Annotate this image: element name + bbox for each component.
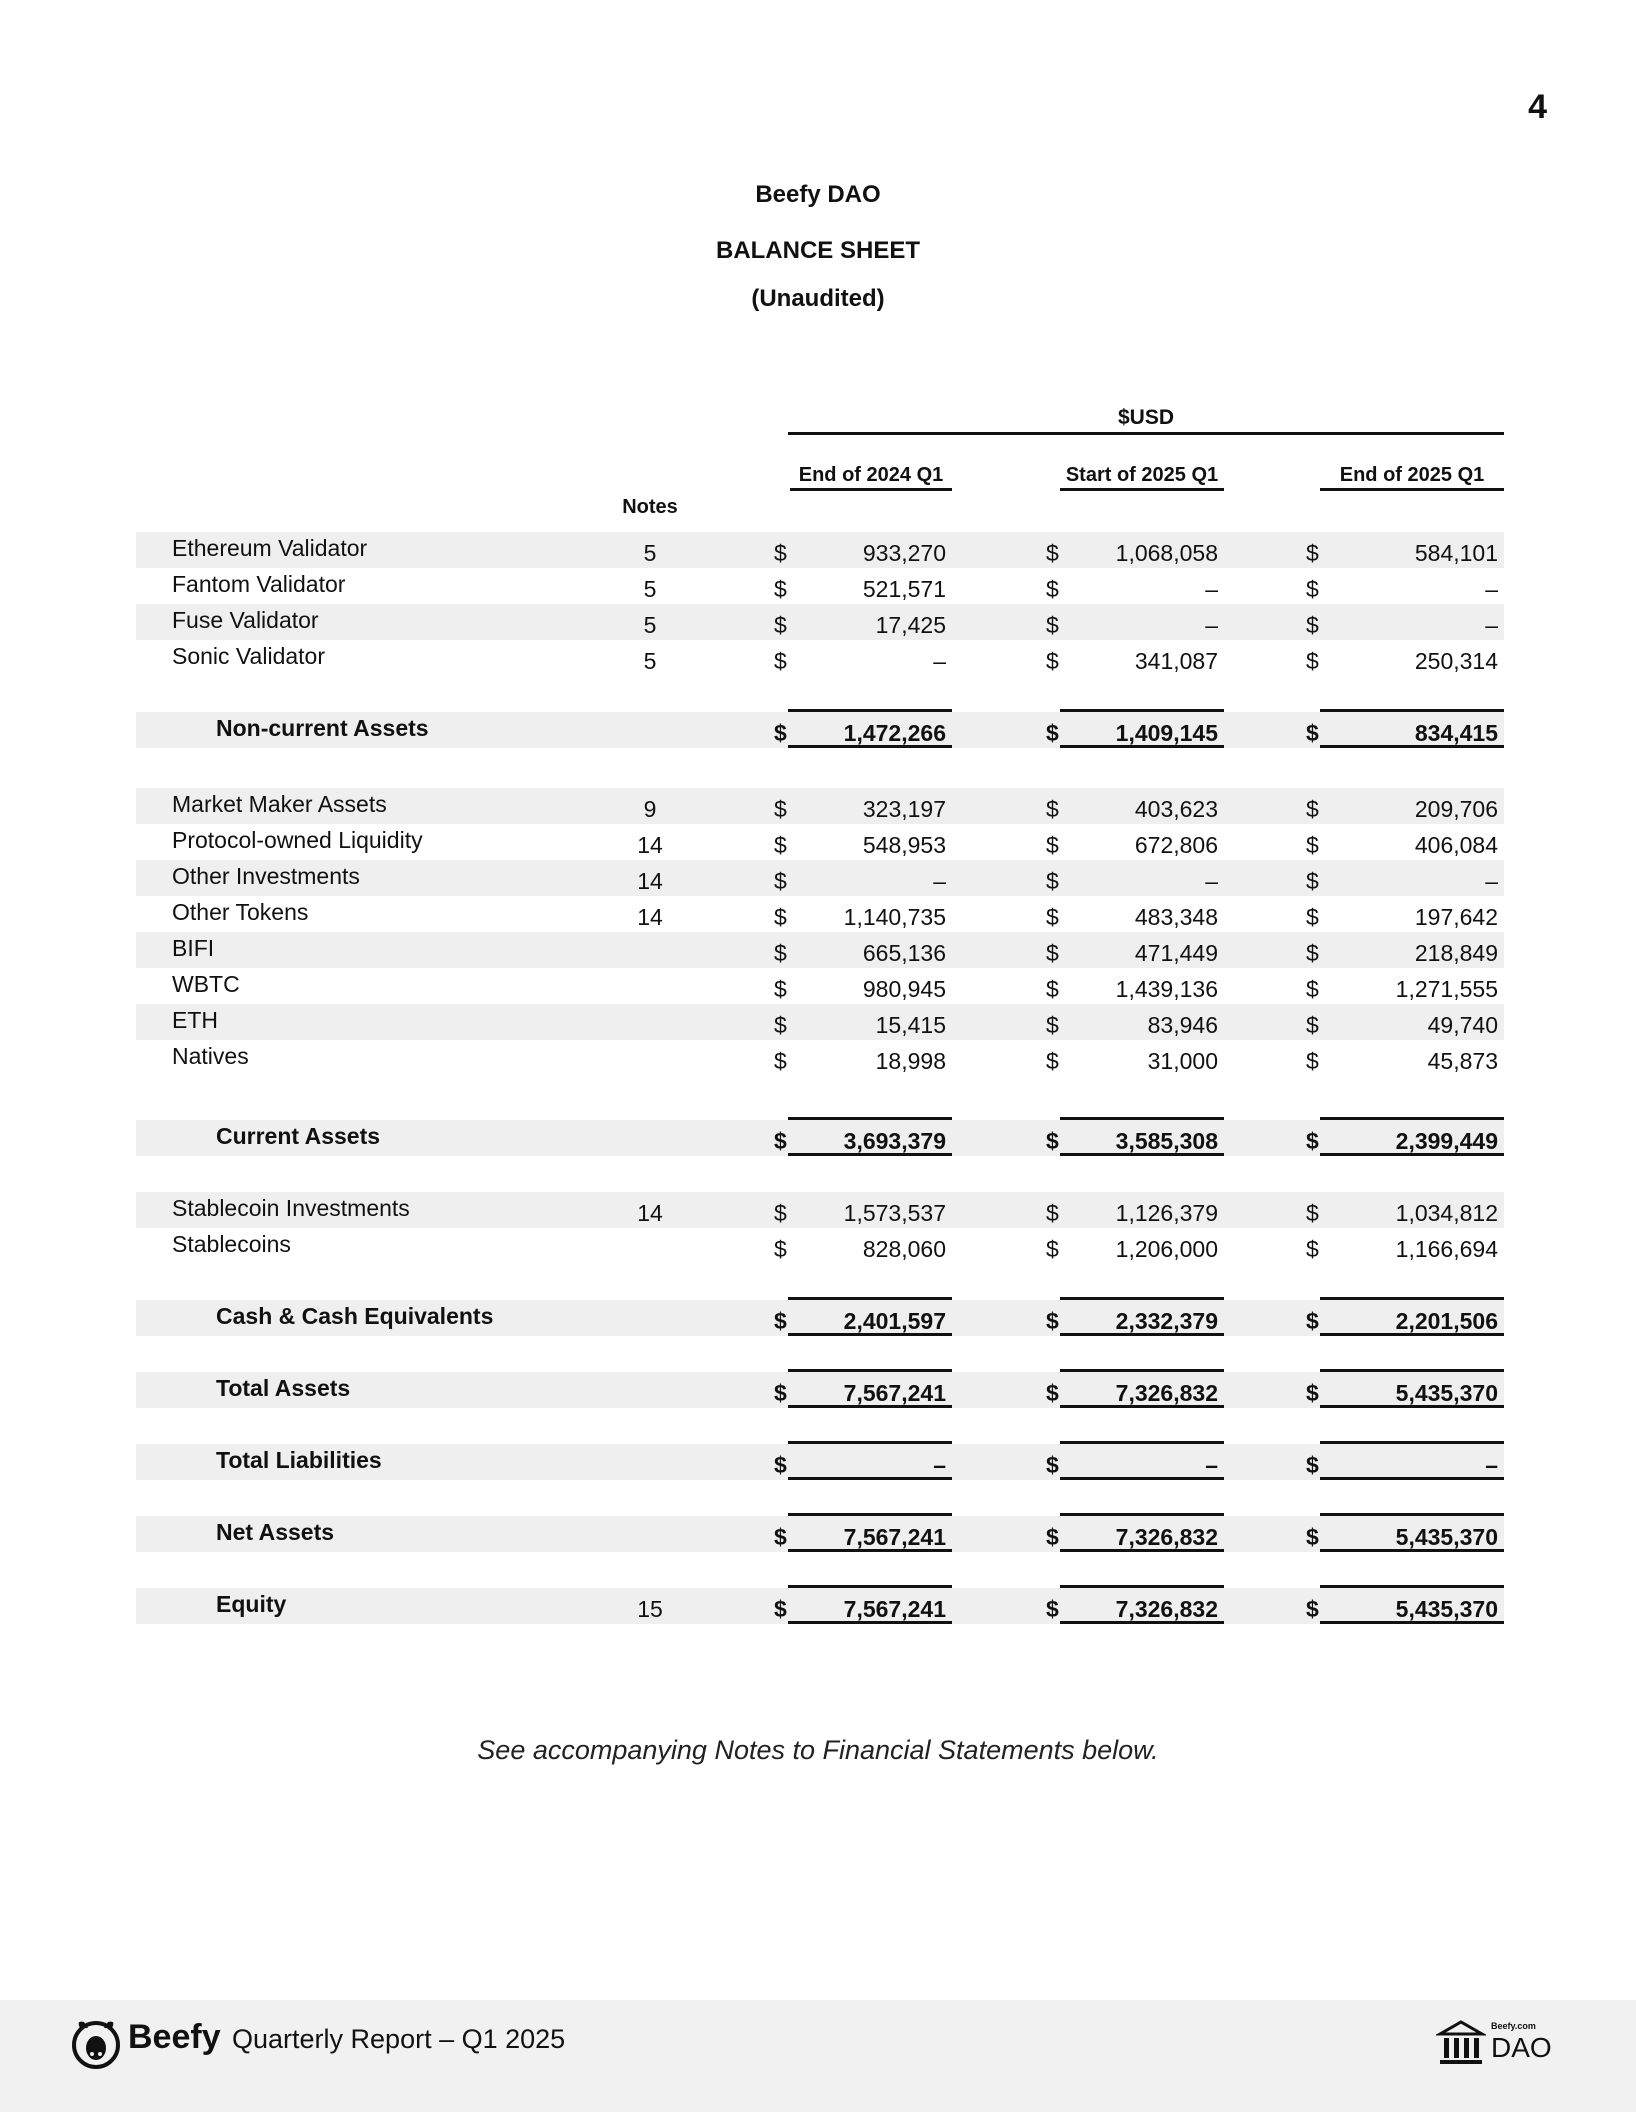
table-row [136,1192,1504,1228]
row-note [590,715,710,751]
dao-text: DAO [1491,2032,1552,2063]
amount-cell: 5,435,370 [1395,1524,1498,1550]
amount-cell: 341,087 [1134,648,1218,674]
amount-cell: 3,585,308 [1115,1128,1218,1154]
table-row [136,896,1504,932]
row-label: Total Assets [216,1375,351,1401]
table-row [136,824,1504,860]
currency-symbol: $ [1046,1236,1059,1262]
currency-symbol: $ [774,540,787,566]
amount-cell: 5,435,370 [1395,1596,1498,1622]
total-row [136,1588,1504,1624]
table-row [136,1004,1504,1040]
currency-symbol: $ [774,976,787,1002]
row-note [590,1007,710,1043]
currency-symbol: $ [1306,832,1319,858]
column-header-3: End of 2025 Q1 [1320,464,1504,491]
row-label: Sonic Validator [172,643,325,669]
row-label: Total Liabilities [216,1447,382,1473]
dao-logo [1436,2014,1552,2070]
row-note [590,1123,710,1159]
amount-cell: 7,567,241 [843,1524,946,1550]
row-note: 9 [643,796,657,822]
currency-symbol: $ [1046,796,1059,822]
currency-symbol: $ [1046,940,1059,966]
amount-cell: 3,693,379 [843,1128,946,1154]
amount-cell: 1,409,145 [1115,720,1218,746]
beefy-cow-icon [70,2018,122,2070]
currency-symbol: $ [1306,1380,1319,1406]
currency-symbol: $ [1306,1128,1319,1154]
amount-cell: 18,998 [875,1048,946,1074]
currency-symbol: $ [774,1012,787,1038]
currency-symbol: $ [1306,940,1319,966]
currency-symbol: $ [1306,868,1319,894]
row-label: Fantom Validator [172,571,346,597]
notes-header: Notes [622,496,678,518]
currency-header: $USD [788,406,1504,435]
amount-cell: – [1205,612,1218,638]
row-label: Protocol-owned Liquidity [172,827,423,853]
table-row [136,860,1504,896]
row-label: Other Investments [172,863,360,889]
currency-symbol: $ [1306,540,1319,566]
currency-symbol: $ [774,940,787,966]
amount-cell: 31,000 [1147,1048,1218,1074]
amount-cell: – [1485,576,1498,602]
currency-symbol: $ [1046,1452,1059,1478]
currency-symbol: $ [1046,976,1059,1002]
currency-symbol: $ [1306,1236,1319,1262]
currency-symbol: $ [774,1236,787,1262]
amount-cell: 471,449 [1134,940,1218,966]
amount-cell: 1,126,379 [1115,1200,1218,1226]
footer-brand: Beefy [128,2018,221,2056]
amount-cell: 1,439,136 [1115,976,1218,1002]
row-note: 5 [643,612,657,638]
currency-symbol: $ [1046,832,1059,858]
currency-symbol: $ [774,868,787,894]
amount-cell: 933,270 [862,540,946,566]
currency-symbol: $ [1046,1128,1059,1154]
row-label: Net Assets [216,1519,335,1545]
row-note: 14 [637,832,663,858]
amount-cell: 834,415 [1414,720,1498,746]
amount-cell: 15,415 [875,1012,946,1038]
row-label: BIFI [172,935,215,961]
amount-cell: 197,642 [1414,904,1498,930]
amount-cell: – [1485,612,1498,638]
currency-symbol: $ [1306,1308,1319,1334]
row-note: 5 [643,540,657,566]
column-header-2: Start of 2025 Q1 [1060,464,1224,491]
table-row [136,788,1504,824]
row-note [590,1303,710,1339]
row-note [590,1231,710,1267]
total-row [136,1300,1504,1336]
amount-cell: 403,623 [1134,796,1218,822]
currency-symbol: $ [1306,1200,1319,1226]
footer-report-title: Quarterly Report – Q1 2025 [232,2024,566,2054]
amount-cell: 2,401,597 [843,1308,946,1334]
currency-symbol: $ [774,1200,787,1226]
currency-symbol: $ [774,796,787,822]
currency-symbol: $ [1046,1200,1059,1226]
amount-cell: 1,573,537 [843,1200,946,1226]
currency-symbol: $ [1046,612,1059,638]
currency-symbol: $ [1046,904,1059,930]
amount-cell: 2,201,506 [1395,1308,1498,1334]
dao-small-text: Beefy.com [1491,2021,1536,2031]
row-label: Stablecoins [172,1231,291,1257]
currency-symbol: $ [774,832,787,858]
row-note: 5 [643,576,657,602]
amount-cell: – [1485,868,1498,894]
table-row [136,640,1504,676]
row-label: Non-current Assets [216,715,429,741]
row-note [590,1519,710,1555]
total-row [136,1516,1504,1552]
currency-symbol: $ [1046,1012,1059,1038]
amount-cell: 548,953 [862,832,946,858]
total-row [136,1372,1504,1408]
row-note [590,1375,710,1411]
currency-symbol: $ [1306,720,1319,746]
row-label: Stablecoin Investments [172,1195,410,1221]
amount-cell: 209,706 [1414,796,1498,822]
total-row [136,1120,1504,1156]
table-row [136,932,1504,968]
currency-symbol: $ [1046,1380,1059,1406]
amount-cell: 672,806 [1134,832,1218,858]
currency-symbol: $ [774,612,787,638]
amount-cell: – [1205,1452,1218,1478]
currency-symbol: $ [774,720,787,746]
page-subtitle: (Unaudited) [751,285,885,312]
row-note [590,1043,710,1079]
table-row [136,532,1504,568]
amount-cell: 17,425 [875,612,946,638]
row-label: Equity [216,1591,287,1617]
amount-cell: 1,271,555 [1395,976,1498,1002]
amount-cell: – [933,868,946,894]
row-label: ETH [172,1007,218,1033]
currency-symbol: $ [1306,904,1319,930]
currency-symbol: $ [1046,1596,1059,1622]
amount-cell: 1,166,694 [1395,1236,1498,1262]
amount-cell: 2,399,449 [1395,1128,1498,1154]
currency-symbol: $ [1306,1012,1319,1038]
amount-cell: 1,206,000 [1115,1236,1218,1262]
currency-symbol: $ [774,1128,787,1154]
currency-symbol: $ [774,904,787,930]
amount-cell: 7,326,832 [1115,1524,1218,1550]
amount-cell: 980,945 [862,976,946,1002]
amount-cell: 665,136 [862,940,946,966]
amount-cell: 83,946 [1147,1012,1218,1038]
dao-building-icon [1436,2018,1486,2068]
currency-symbol: $ [1306,1048,1319,1074]
row-note: 15 [637,1596,663,1622]
currency-symbol: $ [1306,576,1319,602]
amount-cell: 49,740 [1427,1012,1498,1038]
amount-cell: 7,567,241 [843,1596,946,1622]
currency-symbol: $ [1306,1596,1319,1622]
amount-cell: – [933,1452,946,1478]
page-footer [0,2000,1636,2112]
total-row [136,1444,1504,1480]
row-label: Current Assets [216,1123,381,1149]
footnote: See accompanying Notes to Financial Statements below. [477,1735,1159,1765]
amount-cell: 1,034,812 [1395,1200,1498,1226]
currency-symbol: $ [774,1308,787,1334]
amount-cell: 323,197 [862,796,946,822]
page-title: BALANCE SHEET [715,237,920,264]
currency-symbol: $ [774,576,787,602]
currency-symbol: $ [1046,540,1059,566]
row-label: Market Maker Assets [172,791,387,817]
amount-cell: 521,571 [862,576,946,602]
row-label: Fuse Validator [172,607,319,633]
currency-symbol: $ [1046,648,1059,674]
row-label: WBTC [172,971,240,997]
total-row [136,712,1504,748]
currency-symbol: $ [774,648,787,674]
column-header-1: End of 2024 Q1 [790,464,952,491]
amount-cell: 483,348 [1134,904,1218,930]
currency-symbol: $ [1046,720,1059,746]
currency-symbol: $ [774,1596,787,1622]
row-note: 14 [637,904,663,930]
row-note: 5 [643,648,657,674]
amount-cell: 828,060 [862,1236,946,1262]
page-number: 4 [1528,88,1547,126]
row-note: 14 [637,1200,663,1226]
currency-symbol: $ [1046,1524,1059,1550]
amount-cell: 250,314 [1414,648,1498,674]
amount-cell: 7,326,832 [1115,1596,1218,1622]
currency-symbol: $ [1306,796,1319,822]
currency-symbol: $ [1046,1308,1059,1334]
amount-cell: 7,567,241 [843,1380,946,1406]
row-label: Natives [172,1043,249,1069]
table-row [136,968,1504,1004]
table-row [136,1040,1504,1076]
row-label: Cash & Cash Equivalents [216,1303,494,1329]
amount-cell: 2,332,379 [1115,1308,1218,1334]
row-note [590,935,710,971]
amount-cell: 584,101 [1414,540,1498,566]
currency-symbol: $ [774,1524,787,1550]
currency-symbol: $ [1306,1524,1319,1550]
currency-symbol: $ [1306,612,1319,638]
row-note [590,971,710,1007]
amount-cell: 7,326,832 [1115,1380,1218,1406]
table-row [136,568,1504,604]
currency-symbol: $ [1306,1452,1319,1478]
amount-cell: 1,068,058 [1115,540,1218,566]
amount-cell: 218,849 [1414,940,1498,966]
amount-cell: – [1485,1452,1498,1478]
amount-cell: 1,472,266 [843,720,946,746]
currency-symbol: $ [1046,868,1059,894]
currency-symbol: $ [1306,976,1319,1002]
currency-symbol: $ [774,1380,787,1406]
amount-cell: 5,435,370 [1395,1380,1498,1406]
row-note: 14 [637,868,663,894]
currency-symbol: $ [1046,576,1059,602]
row-label: Other Tokens [172,899,309,925]
currency-symbol: $ [1046,1048,1059,1074]
amount-cell: 406,084 [1414,832,1498,858]
amount-cell: 1,140,735 [843,904,946,930]
table-row [136,604,1504,640]
amount-cell: – [933,648,946,674]
row-label: Ethereum Validator [172,535,368,561]
org-name: Beefy DAO [755,181,881,208]
currency-symbol: $ [1306,648,1319,674]
currency-symbol: $ [774,1452,787,1478]
table-row [136,1228,1504,1264]
amount-cell: 45,873 [1427,1048,1498,1074]
row-note [590,1447,710,1483]
currency-symbol: $ [774,1048,787,1074]
amount-cell: – [1205,868,1218,894]
amount-cell: – [1205,576,1218,602]
